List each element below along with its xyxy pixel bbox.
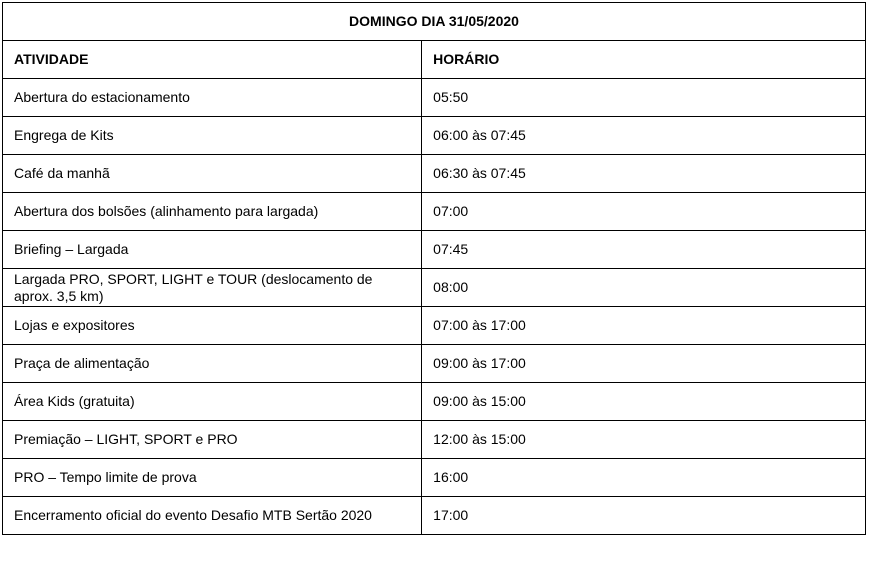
activity-cell: Premiação – LIGHT, SPORT e PRO: [3, 421, 422, 459]
activity-cell: Engrega de Kits: [3, 117, 422, 155]
table-row: [3, 383, 866, 421]
header-row: [3, 41, 866, 79]
time-cell: 09:00 às 15:00: [422, 383, 866, 421]
time-cell: 16:00: [422, 459, 866, 497]
table-row: [3, 497, 866, 535]
table-row: [3, 155, 866, 193]
table-row: [3, 345, 866, 383]
activity-cell: PRO – Tempo limite de prova: [3, 459, 422, 497]
time-cell: 07:00: [422, 193, 866, 231]
activity-cell: Abertura do estacionamento: [3, 79, 422, 117]
activity-cell: Lojas e expositores: [3, 307, 422, 345]
table-row: [3, 117, 866, 155]
table-row: [3, 421, 866, 459]
activity-cell: Área Kids (gratuita): [3, 383, 422, 421]
table-row: [3, 193, 866, 231]
activity-cell: Encerramento oficial do evento Desafio MTB Sertão 2020: [3, 497, 422, 535]
schedule-table: [2, 2, 866, 535]
activity-cell: Largada PRO, SPORT, LIGHT e TOUR (deslocamento de aprox. 3,5 km): [3, 269, 422, 307]
table-row: [3, 79, 866, 117]
table-row: [3, 231, 866, 269]
activity-cell: Praça de alimentação: [3, 345, 422, 383]
time-cell: 07:00 às 17:00: [422, 307, 866, 345]
activity-cell: Briefing – Largada: [3, 231, 422, 269]
time-cell: 17:00: [422, 497, 866, 535]
time-cell: 07:45: [422, 231, 866, 269]
table-row: [3, 459, 866, 497]
title-row: [3, 3, 866, 41]
table-row: [3, 269, 866, 307]
time-cell: 09:00 às 17:00: [422, 345, 866, 383]
time-cell: 12:00 às 15:00: [422, 421, 866, 459]
time-cell: 06:00 às 07:45: [422, 117, 866, 155]
activity-cell: Café da manhã: [3, 155, 422, 193]
time-cell: 06:30 às 07:45: [422, 155, 866, 193]
header-time: HORÁRIO: [422, 41, 866, 79]
table-title: DOMINGO DIA 31/05/2020: [3, 3, 866, 41]
time-cell: 08:00: [422, 269, 866, 307]
time-cell: 05:50: [422, 79, 866, 117]
header-activity: ATIVIDADE: [3, 41, 422, 79]
activity-cell: Abertura dos bolsões (alinhamento para largada): [3, 193, 422, 231]
table-row: [3, 307, 866, 345]
